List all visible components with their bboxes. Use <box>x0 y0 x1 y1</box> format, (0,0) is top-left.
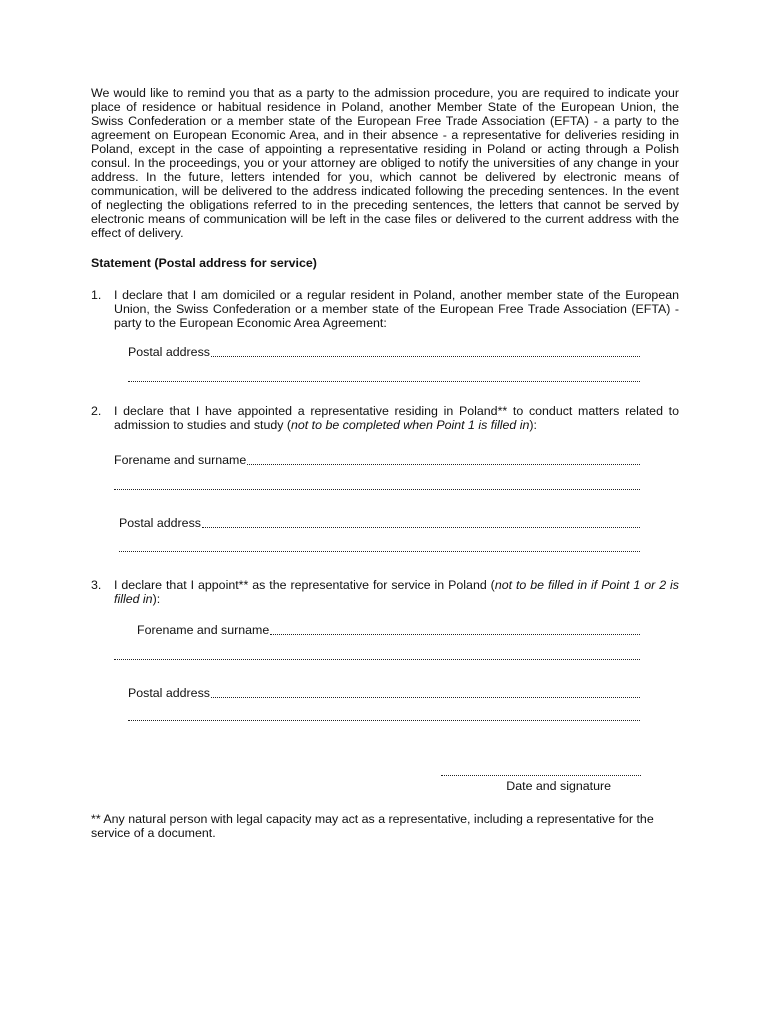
statement-item-1 <box>91 288 679 330</box>
dotted-fill-line <box>247 454 640 465</box>
item1-postal-address-field-2[interactable] <box>128 370 640 384</box>
date-signature-label: Date and signature <box>506 779 611 793</box>
dotted-fill-line <box>211 346 640 357</box>
statement-item-2 <box>91 404 679 432</box>
statement-heading: Statement (Postal address for service) <box>91 256 317 270</box>
forename-surname-label: Forename and surname <box>137 623 270 637</box>
item2-postal-address-field-2[interactable] <box>119 540 640 554</box>
item3-forename-surname-field[interactable] <box>137 623 640 637</box>
forename-surname-label: Forename and surname <box>114 453 247 467</box>
intro-paragraph: We would like to remind you that as a party to the admission procedure, you are required to indicate your place of residence or habitual residence in Poland, another Member State of the European Union, the Swiss Confederation or a member state of the European Free Trade Association (EFTA) - a party to the agreement on European Economic Area, and in their absence - a representative for deliveries residing in Poland, except in the case of appointing a representative residing in Poland or acting through a Polish consul. In the proceedings, you or your attorney are obliged to notify the universities of any change in your address. In the future, letters intended for you, which cannot be delivered by electronic means of communication, will be delivered to the address indicated following the preceding sentences. In the event of neglecting the obligations referred to in the preceding sentences, the letters that cannot be served by electronic means of communication will be left in the case files or delivered to the current address with the effect of delivery. <box>91 86 679 240</box>
dotted-fill-line <box>270 624 640 635</box>
item-text: I declare that I have appointed a representative residing in Poland** to conduct matters related to admission to studies and study (not to be completed when Point 1 is filled in): <box>114 404 679 432</box>
postal-address-label: Postal address <box>128 686 210 700</box>
signature-block <box>401 774 641 793</box>
dotted-fill-line <box>128 710 640 721</box>
dotted-fill-line <box>128 371 640 382</box>
item-number: 3. <box>91 578 102 592</box>
item3-postal-address-field-2[interactable] <box>128 709 640 723</box>
item-number: 1. <box>91 288 102 302</box>
item1-postal-address-field[interactable] <box>128 345 640 359</box>
item-text: I declare that I am domiciled or a regular resident in Poland, another member state of the European Union, the Swiss Confederation or a member state of the European Free Trade Association (EFTA) - party to the European Economic Area Agreement: <box>114 288 679 330</box>
postal-address-label: Postal address <box>128 345 210 359</box>
item2-forename-surname-field-2[interactable] <box>114 478 640 492</box>
item-text: I declare that I appoint** as the representative for service in Poland (not to be filled in if Point 1 or 2 is filled in): <box>114 578 679 606</box>
item3-forename-surname-field-2[interactable] <box>114 648 640 662</box>
item2-postal-address-field[interactable] <box>119 516 640 530</box>
document-page <box>91 86 679 840</box>
statement-item-3 <box>91 578 679 606</box>
postal-address-label: Postal address <box>119 516 201 530</box>
dotted-fill-line <box>114 649 640 660</box>
dotted-fill-line <box>114 479 640 490</box>
item-number: 2. <box>91 404 102 418</box>
item3-postal-address-field[interactable] <box>128 686 640 700</box>
footnote: ** Any natural person with legal capacity may act as a representative, including a representative for the service of a document. <box>91 812 654 840</box>
dotted-fill-line <box>202 517 640 528</box>
item2-forename-surname-field[interactable] <box>114 453 640 467</box>
signature-field[interactable] <box>441 774 641 776</box>
dotted-fill-line <box>119 541 640 552</box>
dotted-fill-line <box>211 687 640 698</box>
